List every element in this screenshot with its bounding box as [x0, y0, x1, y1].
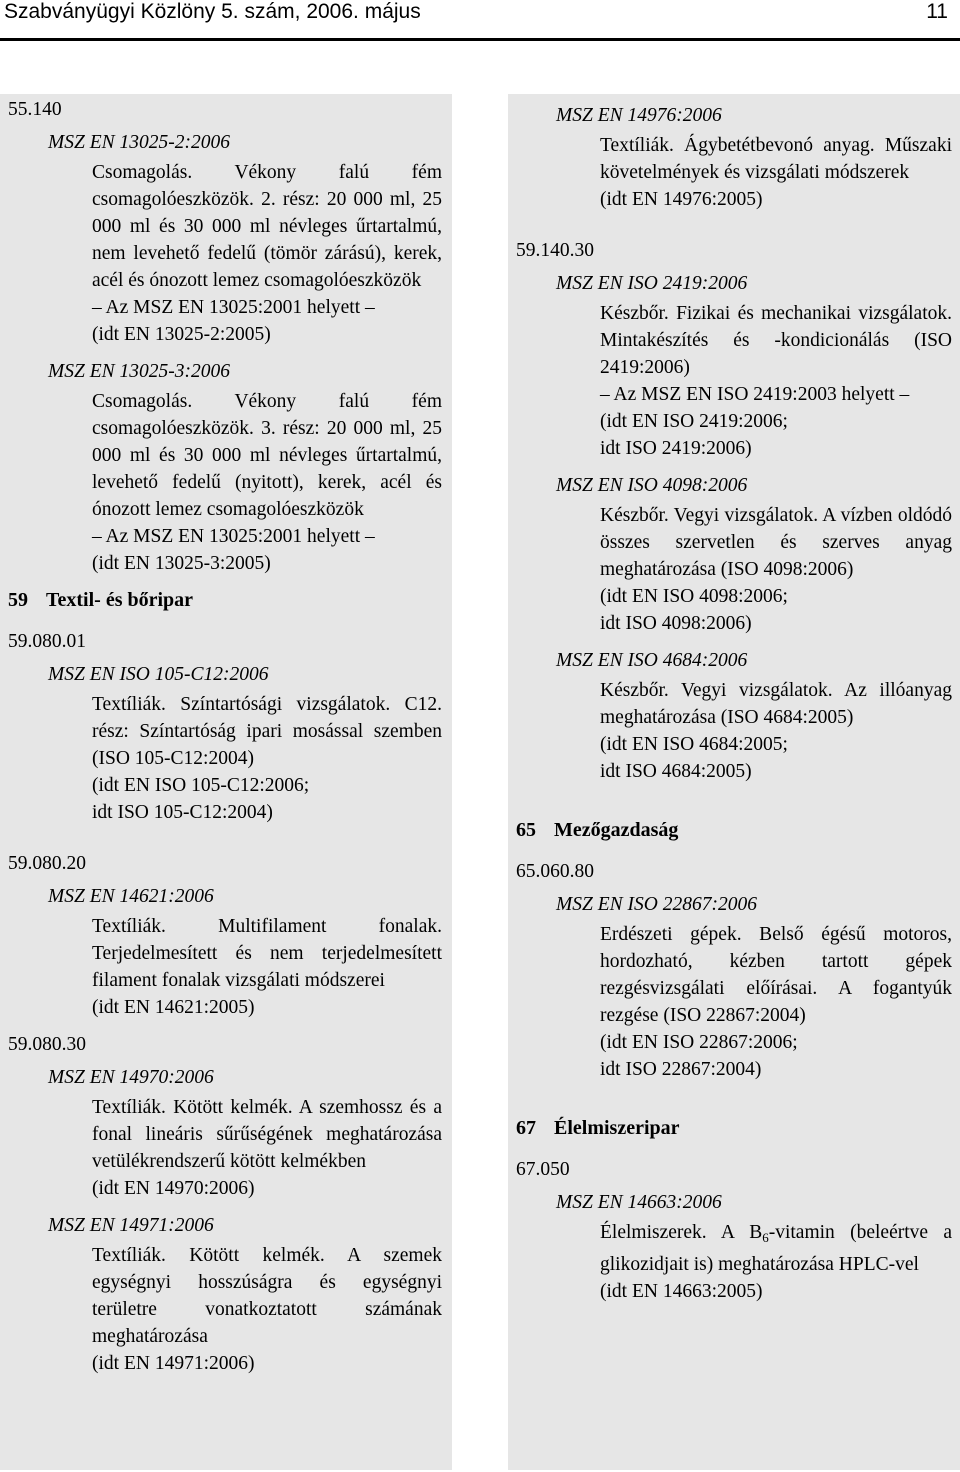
standard-id: MSZ EN ISO 4684:2006	[556, 650, 748, 671]
standard-entry	[516, 891, 952, 1083]
desc-part: Élelmiszerek. A B	[600, 1222, 763, 1243]
identical-to: (idt EN 14976:2005)	[600, 189, 763, 210]
standard-entry	[516, 647, 952, 785]
standard-description: Készbőr. Vegyi vizsgálatok. A vízben oldódó összes szervetlen és szerves anyag meghatározása (ISO 4098:2006)	[600, 505, 952, 580]
standard-entry	[8, 129, 442, 348]
identical-to: idt ISO 22867:2004)	[600, 1059, 762, 1080]
standard-id: MSZ EN ISO 4098:2006	[556, 475, 748, 496]
standard-id: MSZ EN 13025-3:2006	[48, 361, 230, 382]
standard-description: Csomagolás. Vékony falú fém csomagolóeszközök. 3. rész: 20 000 ml, 25 000 ml és 30 000 ml névleges űrtartalmú, levehető fedelű (nyitott), kerek, acél és ónozott lemez csomagolóeszközök	[92, 391, 442, 520]
identical-to: (idt EN 14971:2006)	[92, 1353, 255, 1374]
identical-to: idt ISO 4098:2006)	[600, 613, 752, 634]
standard-entry	[516, 270, 952, 462]
identical-to: (idt EN ISO 105-C12:2006;	[92, 775, 310, 796]
standard-description: Textíliák. Multifilament fonalak. Terjedelmesített és nem terjedelmesített filament fonalak vizsgálati módszerei	[92, 916, 442, 991]
standard-id: MSZ EN 14976:2006	[556, 105, 722, 126]
ics-code: 65.060.80	[516, 861, 594, 882]
page-number: 11	[926, 0, 948, 23]
identical-to: (idt EN 13025-3:2005)	[92, 553, 271, 574]
ics-code: 55.140	[8, 99, 62, 120]
ics-code: 59.140.30	[516, 240, 594, 261]
standard-description: Készbőr. Vegyi vizsgálatok. Az illóanyag meghatározása (ISO 4684:2005)	[600, 680, 952, 728]
standard-description: Készbőr. Fizikai és mechanikai vizsgálatok. Mintakészítés és -kondicionálás (ISO 2419:2006)	[600, 303, 952, 378]
section-heading	[516, 1115, 952, 1142]
subscript: 6	[762, 1230, 769, 1245]
standard-description: Textíliák. Kötött kelmék. A szemek egységnyi hosszúságra és egységnyi területre vonatkoztatott számának meghatározása	[92, 1245, 442, 1347]
section-title: Mezőgazdaság	[554, 819, 679, 841]
standard-id: MSZ EN 13025-2:2006	[48, 132, 230, 153]
ics-code: 59.080.20	[8, 853, 86, 874]
standard-description: Textíliák. Kötött kelmék. A szemhossz és a fonal lineáris sűrűségének meghatározása vetülékrendszerű kötött kelmékben	[92, 1097, 442, 1172]
standard-description: Textíliák. Ágybetétbevonó anyag. Műszaki követelmények és vizsgálati módszerek	[600, 135, 952, 183]
replaces-note: – Az MSZ EN 13025:2001 helyett –	[92, 526, 375, 547]
left-column	[0, 94, 452, 1470]
header-rule	[0, 38, 960, 41]
desc-part: -vitamin (beleértve a glikozidjait is) meghatározása HPLC-vel	[600, 1222, 952, 1275]
standard-id: MSZ EN ISO 105-C12:2006	[48, 664, 269, 685]
standard-description	[600, 1219, 952, 1278]
identical-to: (idt EN ISO 22867:2006;	[600, 1032, 798, 1053]
section-title: Textil- és bőripar	[46, 589, 194, 611]
standard-id: MSZ EN 14970:2006	[48, 1067, 214, 1088]
identical-to: idt ISO 4684:2005)	[600, 761, 752, 782]
standard-id: MSZ EN 14971:2006	[48, 1215, 214, 1236]
section-number: 65	[516, 819, 536, 841]
identical-to: (idt EN ISO 4684:2005;	[600, 734, 788, 755]
standard-id: MSZ EN 14621:2006	[48, 886, 214, 907]
standard-id: MSZ EN 14663:2006	[556, 1192, 722, 1213]
section-number: 67	[516, 1117, 536, 1139]
journal-title: Szabványügyi Közlöny 5. szám, 2006. május	[4, 0, 421, 23]
right-column	[508, 94, 960, 1470]
identical-to: (idt EN 14663:2005)	[600, 1281, 763, 1302]
standard-entry	[8, 1212, 442, 1377]
identical-to: (idt EN ISO 4098:2006;	[600, 586, 788, 607]
identical-to: (idt EN ISO 2419:2006;	[600, 411, 788, 432]
standard-id: MSZ EN ISO 2419:2006	[556, 273, 748, 294]
identical-to: idt ISO 2419:2006)	[600, 438, 752, 459]
standard-description: Textíliák. Színtartósági vizsgálatok. C12. rész: Színtartóság ipari mosással szemben (ISO 105-C12:2004)	[92, 694, 442, 769]
replaces-note: – Az MSZ EN 13025:2001 helyett –	[92, 297, 375, 318]
standard-entry	[516, 1189, 952, 1305]
identical-to: (idt EN 14621:2005)	[92, 997, 255, 1018]
standard-entry	[8, 1064, 442, 1202]
identical-to: (idt EN 13025-2:2005)	[92, 324, 271, 345]
replaces-note: – Az MSZ EN ISO 2419:2003 helyett –	[600, 384, 910, 405]
section-heading	[516, 817, 952, 844]
standard-description: Erdészeti gépek. Belső égésű motoros, hordozható, kézben tartott gépek rezgésvizsgálati előírásai. A fogantyúk rezgése (ISO 22867:2004)	[600, 924, 952, 1026]
standard-entry	[516, 472, 952, 637]
ics-code: 67.050	[516, 1159, 570, 1180]
ics-code: 59.080.30	[8, 1034, 86, 1055]
identical-to: (idt EN 14970:2006)	[92, 1178, 255, 1199]
section-number: 59	[8, 589, 28, 611]
ics-code: 59.080.01	[8, 631, 86, 652]
standard-entry	[8, 661, 442, 826]
standard-entry	[8, 883, 442, 1021]
standard-entry	[8, 358, 442, 577]
section-heading	[8, 587, 442, 614]
standard-id: MSZ EN ISO 22867:2006	[556, 894, 757, 915]
identical-to: idt ISO 105-C12:2004)	[92, 802, 273, 823]
page-header	[0, 0, 960, 30]
section-title: Élelmiszeripar	[554, 1117, 680, 1139]
standard-description: Csomagolás. Vékony falú fém csomagolóeszközök. 2. rész: 20 000 ml, 25 000 ml és 30 000 ml névleges űrtartalmú, nem levehető fedelű (tömör zárású), kerek, acél és ónozott lemez csomagolóeszközök	[92, 162, 442, 291]
standard-entry	[516, 102, 952, 213]
